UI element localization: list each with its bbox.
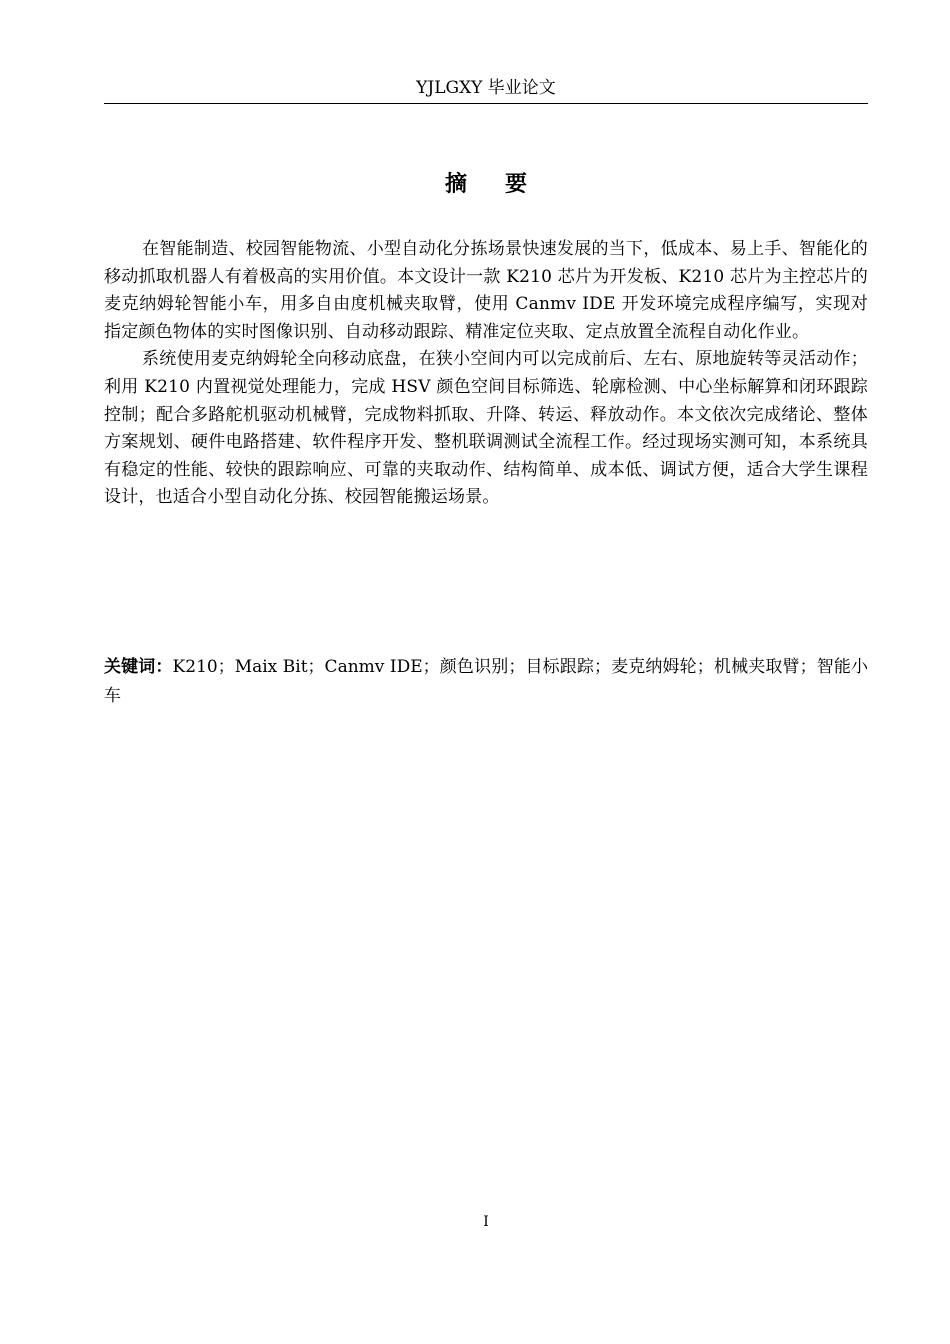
abstract-title: 摘要 [444,172,565,197]
keywords-line [104,653,868,711]
abstract-paragraph-1: 在智能制造、校园智能物流、小型自动化分拣场景快速发展的当下，低成本、易上手、智能化的移动抓取机器人有着极高的实用价值。本文设计一款 K210 芯片为开发板、K210 芯片为主控芯片的麦克纳姆轮智能小车，用多自由度机械夹取臂，使用 Canmv IDE 开发环境完成程序编写，实现对指定颜色物体的实时图像识别、自动移动跟踪、精准定位夹取、定点放置全流程自动化作业。 [104,239,868,342]
abstract-body [104,236,868,512]
keywords-text: K210；Maix Bit；Canmv IDE；颜色识别；目标跟踪；麦克纳姆轮；机械夹取臂；智能小车 [104,657,869,706]
page-number: I [483,1214,489,1230]
page-header: YJLGXY 毕业论文 [416,78,556,98]
keywords-label: 关键词： [104,657,173,677]
header-rule [104,103,868,104]
abstract-paragraph-2: 系统使用麦克纳姆轮全向移动底盘，在狭小空间内可以完成前后、左右、原地旋转等灵活动作；利用 K210 内置视觉处理能力，完成 HSV 颜色空间目标筛选、轮廓检测、中心坐标解算和闭环跟踪控制；配合多路舵机驱动机械臂，完成物料抓取、升降、转运、释放动作。本文依次完成绪论、整体方案规划、硬件电路搭建、软件程序开发、整机联调测试全流程工作。经过现场实测可知，本系统具有稳定的性能、较快的跟踪响应、可靠的夹取动作、结构简单、成本低、调试方便，适合大学生课程设计，也适合小型自动化分拣、校园智能搬运场景。 [104,349,868,508]
